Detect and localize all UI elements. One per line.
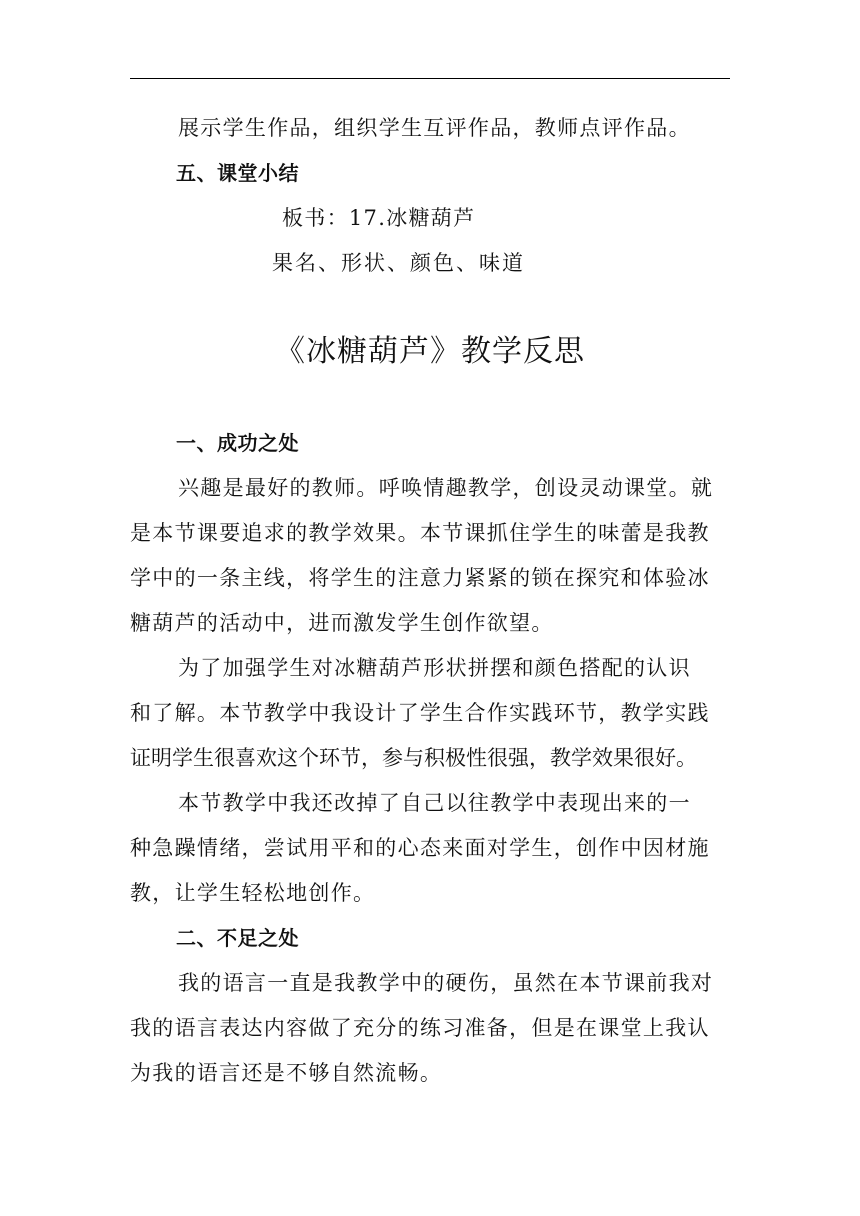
paragraph-line: 为了加强学生对冰糖葫芦形状拼摆和颜色搭配的认识: [178, 656, 691, 680]
paragraph-line: 本节教学中我还改掉了自己以往教学中表现出来的一: [178, 791, 691, 815]
paragraph-line: 为我的语言还是不够自然流畅。: [130, 1061, 443, 1085]
paragraph-line: 糖葫芦的活动中，进而激发学生创作欲望。: [130, 611, 554, 635]
paragraph-line: 我的语言一直是我教学中的硬伤，虽然在本节课前我对: [178, 971, 714, 995]
paragraph-line: 种急躁情绪，尝试用平和的心态来面对学生，创作中因材施: [130, 836, 710, 860]
paragraph-line: 展示学生作品，组织学生互评作品，教师点评作品。: [178, 116, 691, 140]
header-rule: [130, 78, 730, 79]
section-heading-success: 一、成功之处: [176, 431, 299, 455]
board-writing-line-1: 板书：17.冰糖葫芦: [282, 206, 476, 230]
paragraph-line: 是本节课要追求的教学效果。本节课抓住学生的味蕾是我教: [130, 521, 710, 545]
section-heading-summary: 五、课堂小结: [176, 161, 299, 185]
paragraph-line: 我的语言表达内容做了充分的练习准备，但是在课堂上我认: [130, 1016, 710, 1040]
reflection-title: 《冰糖葫芦》教学反思: [275, 334, 585, 369]
paragraph-line: 证明学生很喜欢这个环节，参与积极性很强，教学效果很好。: [130, 746, 697, 770]
board-writing-line-2: 果名、形状、颜色、味道: [272, 251, 525, 275]
section-heading-shortcomings: 二、不足之处: [176, 926, 299, 950]
paragraph-line: 学中的一条主线，将学生的注意力紧紧的锁在探究和体验冰: [130, 566, 710, 590]
paragraph-line: 和了解。本节教学中我设计了学生合作实践环节，教学实践: [130, 701, 710, 725]
paragraph-line: 兴趣是最好的教师。呼唤情趣教学，创设灵动课堂。就: [178, 476, 714, 500]
paragraph-line: 教，让学生轻松地创作。: [130, 881, 376, 905]
